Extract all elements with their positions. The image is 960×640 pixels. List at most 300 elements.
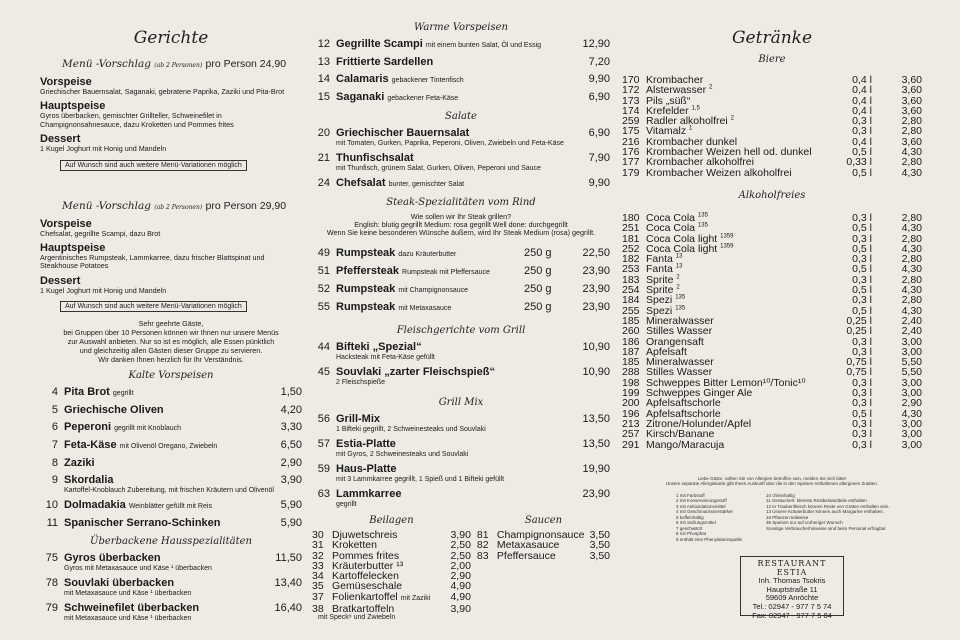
alkfrei-list	[622, 213, 922, 450]
drink-number: 216	[622, 135, 640, 148]
drink-name-cell	[646, 168, 824, 178]
item-number: 75	[45, 552, 58, 565]
drink-name: Krombacher	[646, 74, 704, 86]
drink-volume: 0,5 l	[852, 166, 872, 179]
drink-price: 4,30	[901, 407, 922, 420]
item-name: Lammkarree	[336, 488, 402, 500]
item-name: Feta-Käse	[64, 439, 117, 452]
menu-item	[312, 127, 610, 140]
kalte-title: Kalte Vorspeisen	[128, 370, 214, 382]
item-number: 45	[317, 366, 330, 378]
drink-number: 213	[622, 417, 640, 430]
menu1-note: (ab 2 Personen)	[154, 62, 203, 69]
fleisch-title: Fleischgerichte vom Grill	[396, 325, 526, 336]
drink-volume: 0,3 l	[852, 345, 872, 358]
drink-additives: 13	[675, 263, 683, 270]
restaurant-line: Hauptstraße 11	[766, 584, 818, 594]
item-sub: gegrillt	[336, 501, 357, 508]
menu2-dessert-desc: 1 Kugel Joghurt mit Honig und Mandeln	[40, 285, 167, 295]
item-weight: 250 g	[524, 301, 552, 313]
item-sub: 1 Bifteki gegrillt, 2 Schweinesteaks und Souvlaki	[336, 426, 486, 433]
item-name: Dolmadakia	[64, 499, 126, 512]
menu-item	[40, 474, 302, 487]
menu-item	[312, 301, 610, 315]
allergen-item: 9 enthält eine Phenylalaninquelle	[676, 536, 743, 542]
drink-name: Kirsch/Banane	[646, 428, 715, 441]
menu1-vorspeise-desc: Griechischer Bauernsalat, Saganaki, gebratene Paprika, Zaziki und Pita-Brot	[40, 87, 285, 96]
grillmix-list	[312, 413, 610, 509]
item-number: 21	[317, 152, 330, 164]
side-item	[477, 551, 610, 561]
column-speisen	[312, 0, 610, 640]
allergen-item: 2 mit Konservierungsstoff	[676, 498, 727, 504]
drink-name: Coca Cola	[646, 211, 696, 224]
drink-volume: 0,75 l	[846, 366, 872, 379]
menu2-vorspeise-desc: Chefsalat, gegrillte Scampi, dazu Brot	[40, 228, 161, 238]
menu-item	[312, 341, 610, 354]
item-price: 2,50	[450, 539, 471, 552]
drink-volume: 0,5 l	[852, 304, 872, 317]
menu1-dessert-desc: 1 Kugel Joghurt mit Honig und Mandeln	[40, 144, 167, 154]
item-price: 23,90	[582, 265, 610, 277]
menu1-head	[40, 58, 302, 70]
drink-volume: 0,3 l	[852, 273, 872, 286]
drink-row	[622, 168, 922, 178]
menu2-dessert-heading: Dessert	[40, 274, 81, 287]
drink-additives: 2	[676, 284, 680, 291]
drink-additives: 2	[676, 274, 680, 281]
menu2	[40, 218, 302, 314]
drink-volume: 0,3 l	[852, 253, 872, 266]
item-number: 44	[317, 341, 330, 353]
item-sub: mit Metaxasauce und Käse ¹ überbacken	[64, 590, 192, 598]
item-desc: bunter, gemischter Salat	[388, 181, 465, 188]
item-number: 57	[317, 438, 330, 450]
beilagen	[312, 513, 471, 621]
drink-name: Sprite	[646, 284, 674, 297]
item-number: 52	[317, 283, 330, 295]
restaurant-name: RESTAURANT ESTIA	[757, 559, 827, 577]
drink-number: 251	[622, 222, 640, 235]
item-name: Djuwetschreis	[332, 529, 398, 541]
drink-volume: 0,25 l	[846, 325, 872, 338]
drink-number: 179	[622, 166, 640, 179]
drink-price: 2,40	[901, 314, 922, 327]
item-number: 49	[317, 247, 330, 259]
item-sub: mit 3 Lammkarree gegrillt, 1 Spieß und 1 Bifteki gefüllt	[336, 476, 505, 483]
drink-number: 185	[622, 314, 640, 327]
item-price: 6,90	[588, 91, 610, 103]
allergen-item: 10 chininhaltig	[766, 492, 795, 498]
drink-number: 173	[622, 94, 640, 107]
drink-volume: 0,75 l	[846, 356, 872, 369]
menu1-dessert-heading: Dessert	[40, 133, 81, 146]
item-desc: mit Champignonsauce	[398, 287, 469, 294]
item-name: Souvlaki „zarter Fleischspieß“	[336, 366, 495, 378]
ueber-title: Überbackene Hausspezialitäten	[90, 536, 252, 548]
item-price: 12,90	[582, 38, 610, 50]
drink-number: 257	[622, 428, 640, 441]
item-number: 15	[317, 91, 330, 103]
drink-volume: 0,3 l	[852, 125, 872, 138]
item-desc: gebackener Feta-Käse	[387, 95, 459, 102]
steak-intro-line: English: blutig gegrillt Medium: rosa gegrillt Well done: durchgegrillt	[354, 220, 568, 229]
allergen-list	[622, 493, 922, 543]
item-desc: dazu Kräuterbutter	[398, 251, 457, 258]
item-number: 51	[317, 265, 330, 277]
drink-price: 3,60	[901, 94, 922, 107]
drink-number: 200	[622, 397, 640, 410]
menu-item	[312, 265, 610, 279]
biere-list	[622, 75, 922, 178]
fleisch-list	[312, 341, 610, 387]
allergen-item: 8 mit Phosphat	[676, 531, 707, 537]
bratkartoffel-note: mit Speck⁸ und Zwiebeln	[318, 614, 396, 622]
drink-name: Coca Cola	[646, 222, 696, 235]
item-name: Metaxasauce	[496, 539, 560, 552]
menu1-variations-box: Auf Wunsch sind auch weitere Menü-Variationen möglich	[60, 160, 247, 171]
drink-price: 4,30	[901, 166, 922, 179]
restaurant-line: 59609 Anröchte	[765, 593, 819, 603]
drink-volume: 0,25 l	[846, 314, 872, 327]
item-number: 81	[476, 529, 489, 541]
item-note: mit Zaziki	[400, 594, 431, 602]
item-price: 2,50	[450, 549, 471, 562]
item-name: Griechische Oliven	[64, 404, 164, 417]
drink-price: 3,60	[901, 84, 922, 97]
drink-volume: 0,5 l	[852, 222, 872, 235]
menu2-variations-box: Auf Wunsch sind auch weitere Menü-Variationen möglich	[60, 301, 247, 312]
drink-name: Krombacher alkoholfrei	[646, 156, 754, 169]
drink-name: Schweppes Bitter Lemon¹⁰/Tonic¹⁰	[646, 376, 806, 389]
drink-name: Sprite	[646, 273, 674, 286]
drink-number: 170	[622, 74, 640, 86]
drink-name: Stilles Wasser	[646, 366, 713, 379]
getraenke-title: Getränke	[731, 28, 813, 48]
item-number: 56	[317, 413, 330, 425]
drink-price: 3,00	[901, 387, 922, 400]
item-name: Frittierte Sardellen	[336, 56, 434, 68]
ueber-list	[40, 552, 302, 623]
allergen-item: 4 mit Geschmacksverstärker	[676, 509, 734, 515]
drink-number: 186	[622, 335, 640, 348]
item-price: 13,50	[582, 413, 610, 425]
menu-item	[40, 602, 302, 615]
drink-name: Radler alkoholfrei	[646, 115, 728, 128]
item-number: 24	[317, 177, 330, 189]
drink-volume: 0,3 l	[852, 438, 872, 451]
drink-number: 175	[622, 125, 640, 138]
item-name: Estia-Platte	[336, 438, 396, 450]
drink-price: 3,60	[901, 104, 922, 117]
item-name: Bratkartoffeln	[332, 603, 395, 616]
drink-price: 2,90	[901, 397, 922, 410]
drink-name: Krombacher dunkel	[646, 135, 738, 148]
item-number: 83	[476, 549, 489, 562]
drink-volume: 0,3 l	[852, 232, 872, 245]
item-price: 13,40	[274, 577, 302, 590]
drink-number: 177	[622, 156, 640, 169]
allergen-item: 13 Unsere Kräuterbutter können auch Margarine enthalten.	[766, 509, 884, 515]
item-price: 3,50	[589, 529, 610, 541]
group-note-line: Sehr geehrte Gäste,	[138, 319, 204, 329]
item-sub: mit Tomaten, Gurken, Paprika, Peperoni, Oliven, Zwiebeln und Feta-Käse	[336, 140, 564, 147]
drink-number: 260	[622, 325, 640, 338]
item-name: Pfeffersauce	[496, 549, 556, 562]
drink-row	[622, 440, 922, 450]
warme-list	[312, 38, 610, 105]
drink-number: 181	[622, 232, 640, 245]
drink-name-cell	[646, 440, 824, 450]
drink-number: 259	[622, 115, 640, 128]
item-desc: mit Olivenöl Oregano, Zwiebeln	[119, 443, 218, 451]
drink-number: 180	[622, 211, 640, 224]
drink-number: 183	[622, 273, 640, 286]
menu-item	[312, 38, 610, 52]
item-name: Skordalia	[64, 474, 114, 487]
item-name: Haus-Platte	[336, 463, 397, 475]
allergen-item: 3 mit Antioxidationsmittel	[676, 503, 726, 509]
drink-name: Mineralwasser	[646, 356, 714, 369]
menu-item	[312, 247, 610, 261]
column-gerichte	[40, 0, 302, 640]
drink-volume: 0,3 l	[852, 376, 872, 389]
item-sub: mit Gyros, 2 Schweinesteaks und Souvlaki	[336, 451, 469, 458]
drink-number: 252	[622, 242, 640, 255]
drink-name: Apfelsaftschorle	[646, 397, 721, 410]
drink-name: Schweppes Ginger Ale	[646, 387, 753, 400]
menu-item	[312, 177, 610, 191]
menu1-haupt-desc: Gyros überbacken, gemischter Grillteller, Schweinefilet in Champignonsahnesauce, dazu Kroketten und Pommes frites	[40, 111, 234, 129]
item-number: 59	[317, 463, 330, 475]
drink-name: Mineralwasser	[646, 314, 714, 327]
drink-number: 196	[622, 407, 640, 420]
drink-number: 288	[622, 366, 640, 379]
item-name: Rumpsteak	[336, 283, 396, 295]
item-name: Pommes frites	[332, 549, 400, 562]
item-name: Griechischer Bauernsalat	[336, 127, 470, 139]
item-price: 13,50	[582, 438, 610, 450]
steak-intro-line: Wenn Sie keine besonderen Wünsche äußern, wird Ihr Steak Medium (rosa) gegrillt.	[326, 228, 596, 237]
steak-list	[312, 247, 610, 315]
column-getraenke	[622, 0, 922, 640]
item-name: Champignonsauce	[496, 529, 585, 541]
drink-number: 291	[622, 438, 640, 451]
item-number: 11	[46, 517, 58, 530]
item-price: 2,90	[450, 570, 471, 583]
item-weight: 250 g	[524, 265, 552, 277]
drink-number: 182	[622, 253, 640, 266]
allergen-item: 16 Pflanzen teilweise	[766, 514, 809, 520]
drink-additives: 1359	[720, 233, 734, 240]
biere-title: Biere	[758, 54, 786, 65]
item-name: Calamaris	[336, 73, 389, 85]
gerichte-title: Gerichte	[133, 28, 209, 48]
alkfrei-title: Alkoholfreies	[738, 189, 806, 201]
item-name: Gyros überbacken	[64, 552, 161, 565]
drink-volume: 0,5 l	[852, 284, 872, 297]
menu-item	[312, 73, 610, 87]
drink-price: 2,80	[901, 273, 922, 286]
item-price: 6,90	[588, 127, 610, 139]
allergen-left	[676, 493, 766, 543]
item-price: 3,50	[589, 539, 610, 552]
drink-price: 2,80	[901, 232, 922, 245]
drink-number: 253	[622, 263, 640, 276]
item-name: Folienkartoffel	[332, 590, 398, 603]
item-number: 4	[51, 386, 58, 399]
drink-number: 198	[622, 376, 640, 389]
saucen-title: Saucen	[524, 515, 563, 526]
menu1-haupt-heading: Hauptspeise	[40, 100, 106, 113]
drink-name: Spezi	[646, 294, 673, 307]
drink-volume: 0,3 l	[852, 428, 872, 441]
item-number: 34	[312, 570, 324, 583]
drink-price: 2,80	[901, 156, 922, 169]
steak-intro-line: Wie sollen wir Ihr Steak grillen?	[410, 212, 512, 221]
drink-number: 174	[622, 104, 640, 117]
item-number: 79	[45, 602, 58, 615]
item-price: 5,90	[280, 499, 302, 512]
menu-item	[312, 56, 610, 69]
group-note-line: Wir danken Ihnen herzlich für Ihr Verständnis.	[98, 355, 244, 365]
drink-price: 3,00	[901, 345, 922, 358]
drink-volume: 0,4 l	[852, 94, 872, 107]
drink-price: 2,80	[901, 125, 922, 138]
drink-price: 4,30	[901, 146, 922, 159]
item-price: 3,90	[280, 474, 302, 487]
drink-name: Coca Cola light	[646, 242, 718, 255]
menu-item	[40, 517, 302, 530]
item-name: Kräuterbutter ¹³	[332, 559, 404, 572]
drink-volume: 0,4 l	[852, 84, 872, 97]
allergen-item: 6 mit Süßungsmittel	[676, 520, 716, 526]
drink-price: 3,00	[901, 417, 922, 430]
drink-volume: 0,5 l	[852, 242, 872, 255]
item-price: 2,90	[280, 457, 302, 470]
drink-price: 5,50	[901, 366, 922, 379]
item-number: 6	[51, 421, 58, 434]
drink-name: Krefelder	[646, 104, 689, 117]
drink-price: 3,00	[901, 335, 922, 348]
item-name: Gegrillte Scampi	[336, 38, 423, 50]
item-number: 31	[312, 539, 324, 552]
item-number: 30	[312, 529, 324, 541]
drink-additives: 1359	[720, 243, 734, 250]
item-price: 9,90	[588, 177, 610, 189]
drink-name: Krombacher Weizen hell od. dunkel	[646, 146, 812, 159]
item-number: 82	[476, 539, 489, 552]
group-note-line: zur Auswahl anbieten. Nur so ist es möglich, alle Essen pünktlich	[67, 337, 275, 347]
item-number: 13	[317, 56, 330, 68]
item-number: 20	[317, 127, 330, 139]
item-price: 2,00	[450, 559, 471, 572]
drink-volume: 0,3 l	[852, 294, 872, 307]
item-price: 9,90	[588, 73, 610, 85]
item-desc: gegrillt mit Knoblauch	[114, 425, 182, 433]
menu-item	[40, 386, 302, 400]
menu-item	[312, 413, 610, 426]
item-name: Rumpsteak	[336, 247, 396, 259]
item-price: 10,90	[582, 366, 610, 378]
drink-name: Alsterwasser	[646, 84, 707, 97]
item-price: 16,40	[274, 602, 302, 615]
kalte-list	[40, 386, 302, 530]
item-price: 5,90	[280, 517, 302, 530]
item-price: 1,50	[280, 386, 302, 399]
item-name: Grill-Mix	[336, 413, 381, 425]
item-sub: 2 Fleischspieße	[336, 379, 386, 386]
menu2-head-label: Menü -Vorschlag	[62, 199, 151, 212]
drink-number: 187	[622, 345, 640, 358]
drink-number: 172	[622, 84, 640, 97]
item-name: Schweinefilet überbacken	[64, 602, 200, 615]
item-name: Saganaki	[336, 91, 385, 103]
drink-additives: 135	[697, 222, 708, 229]
item-name: Pfeffersteak	[336, 265, 399, 277]
menu-item	[312, 152, 610, 165]
item-number: 38	[312, 603, 324, 616]
allergen-item: 36 Speisen nur auf vorheriger Wunsch	[766, 520, 843, 526]
menu-item	[40, 499, 302, 513]
drink-volume: 0,5 l	[852, 146, 872, 159]
item-sub: Gyros mit Metaxasauce und Käse ¹ überbacken	[64, 565, 212, 573]
drink-number: 199	[622, 387, 640, 400]
drink-price: 3,00	[901, 428, 922, 441]
item-name: Kroketten	[332, 539, 377, 552]
drink-name: Fanta	[646, 263, 673, 276]
item-name: Souvlaki überbacken	[64, 577, 175, 590]
item-desc: gebackener Tintenfisch	[391, 77, 464, 84]
item-weight: 250 g	[524, 247, 552, 259]
menu-item	[40, 421, 302, 435]
drink-additives: 135	[675, 305, 686, 312]
drink-price: 2,80	[901, 211, 922, 224]
item-name: Chefsalat	[336, 177, 386, 189]
menu-item	[40, 439, 302, 453]
allergen-item: 11 Geräuchert: kleinste Restbestandteile enthalten	[766, 498, 867, 504]
drink-price: 4,30	[901, 304, 922, 317]
menu-item	[312, 463, 610, 476]
item-name: Peperoni	[64, 421, 112, 434]
drink-number: 185	[622, 356, 640, 369]
drink-name: Apfelsaft	[646, 345, 687, 358]
menu-item	[40, 404, 302, 417]
menu-item	[312, 366, 610, 379]
item-price: 3,90	[450, 529, 471, 541]
drink-volume: 0,4 l	[852, 135, 872, 148]
item-number: 5	[51, 404, 58, 417]
item-price: 3,30	[280, 421, 302, 434]
drink-price: 5,50	[901, 356, 922, 369]
item-desc: gegrillt	[112, 390, 134, 398]
item-desc: mit Metaxasauce	[398, 305, 452, 312]
drink-price: 4,30	[901, 242, 922, 255]
drink-volume: 0,3 l	[852, 387, 872, 400]
item-number: 63	[317, 488, 330, 500]
allergen-item: 1 mit Farbstoff	[676, 492, 705, 498]
item-number: 55	[317, 301, 330, 313]
menu2-note: (ab 2 Personen)	[154, 203, 203, 211]
allergen-intro-line: Unsere separate Allergiekarte gibt Ihnen Auskunft über die in den Speisen enthaltenen allergenen Zutaten.	[665, 481, 879, 487]
drink-price: 3,60	[901, 135, 922, 148]
drink-name: Vitamalz	[646, 125, 687, 138]
restaurant-logo-box	[740, 556, 844, 620]
drink-name: Fanta	[646, 253, 673, 266]
drink-number: 254	[622, 284, 640, 297]
menu2-head	[40, 200, 302, 212]
item-price: 4,20	[280, 404, 302, 417]
